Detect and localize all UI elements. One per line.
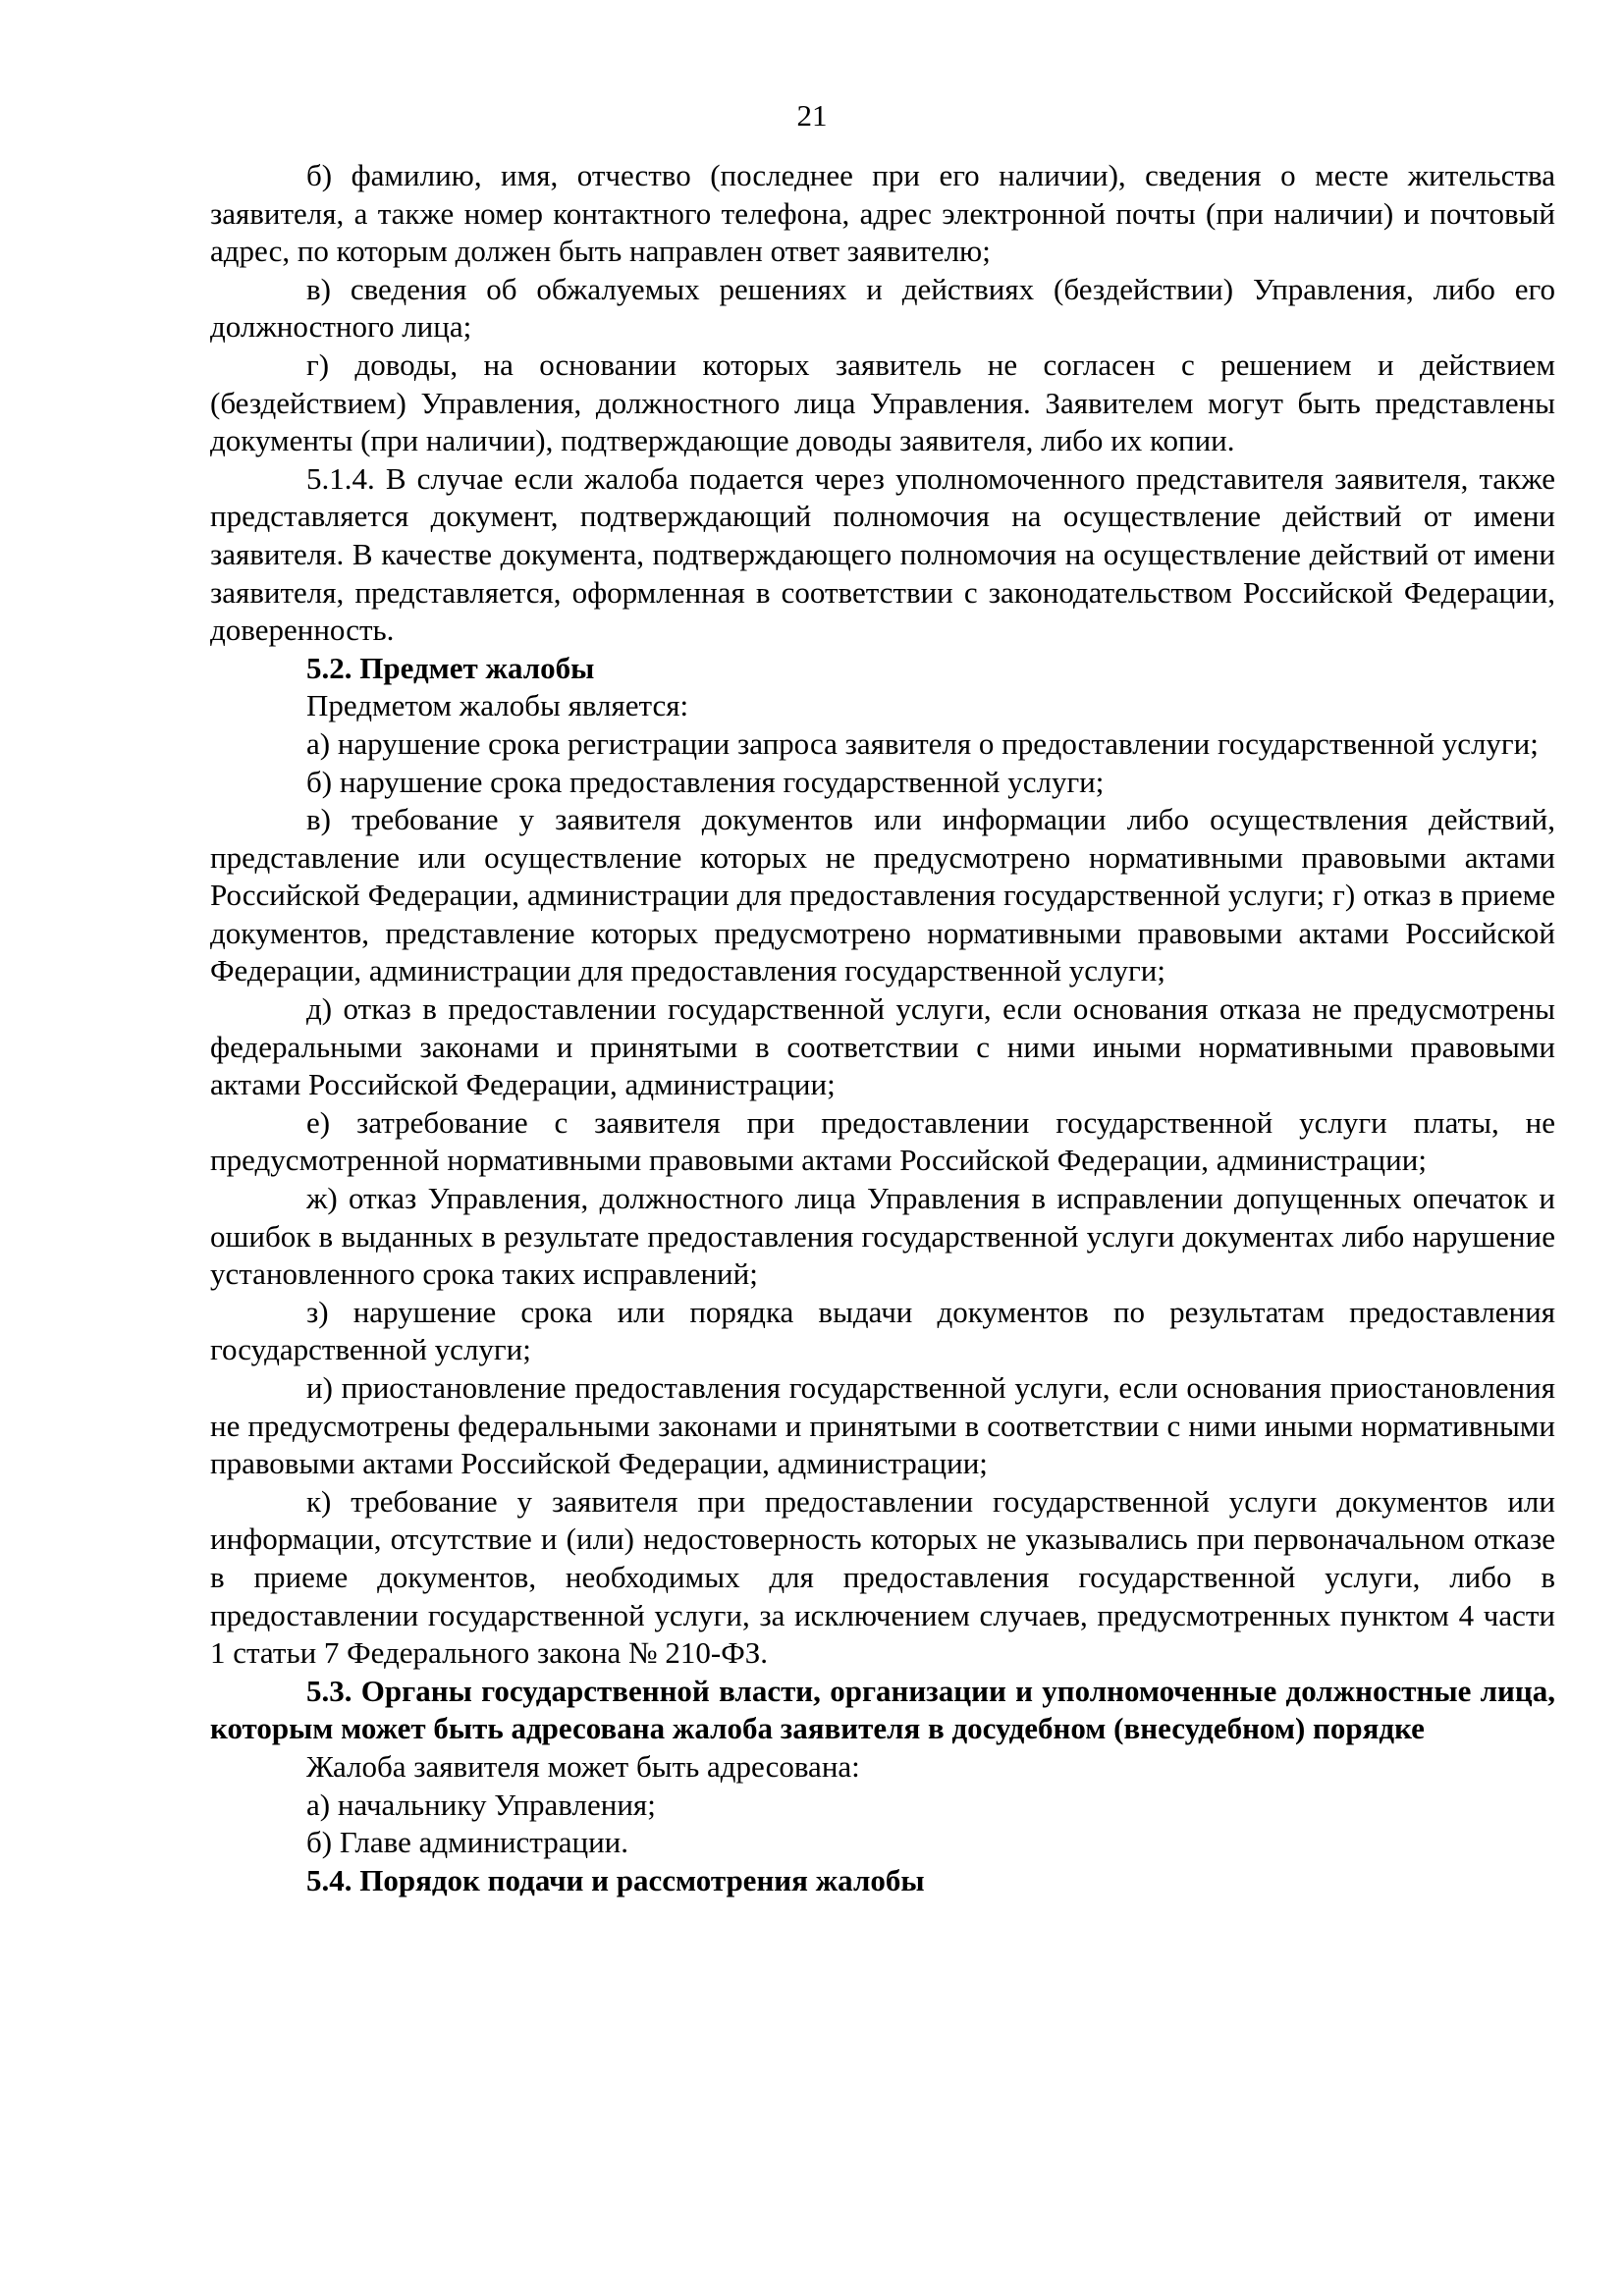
paragraph: Предметом жалобы является: [306, 688, 689, 723]
document-body [210, 157, 1555, 1899]
paragraph: Жалоба заявителя может быть адресована: [306, 1748, 860, 1784]
section-heading: 5.2. Предмет жалобы [306, 650, 595, 685]
paragraph: б) нарушение срока предоставления государственной услуги; [306, 764, 1105, 799]
paragraph: б) фамилию, имя, отчество (последнее при его наличии), сведения о месте жительства заявителя, а также номер контактного телефона, адрес электронной почты (при наличии) и почтовый адрес, по которым должен быть направлен ответ заявителю; [210, 158, 1555, 269]
paragraph: з) нарушение срока или порядка выдачи документов по результатам предоставления государственной услуги; [210, 1294, 1555, 1367]
paragraph: а) нарушение срока регистрации запроса заявителя о предоставлении государственной услуги; [306, 725, 1539, 761]
paragraph: г) доводы, на основании которых заявитель не согласен с решением и действием (бездействием) Управления, должностного лица Управления. Заявителем могут быть представлены документы (при наличии), подтверждающие доводы заявителя, либо их копии. [210, 347, 1555, 458]
paragraph: ж) отказ Управления, должностного лица Управления в исправлении допущенных опечаток и ошибок в выданных в результате предоставления государственной услуги документах либо нарушение установленного срока таких исправлений; [210, 1181, 1555, 1292]
paragraph: б) Главе администрации. [306, 1825, 629, 1860]
paragraph: 5.1.4. В случае если жалоба подается через уполномоченного представителя заявителя, также представляется документ, подтверждающий полномочия на осуществление действий от имени заявителя. В качестве документа, подтверждающего полномочия на осуществление действий от имени заявителя, представляется, оформленная в соответствии с законодательством Российской Федерации, доверенность. [210, 460, 1555, 648]
section-heading: 5.4. Порядок подачи и рассмотрения жалобы [306, 1862, 925, 1897]
paragraph: д) отказ в предоставлении государственной услуги, если основания отказа не предусмотрены федеральными законами и принятыми в соответствии с ними иными нормативными правовыми актами Российской Федерации, администрации; [210, 991, 1555, 1102]
paragraph: а) начальнику Управления; [306, 1787, 656, 1822]
paragraph: е) затребование с заявителя при предоставлении государственной услуги платы, не предусмотренной нормативными правовыми актами Российской Федерации, администрации; [210, 1104, 1555, 1178]
section-heading: 5.3. Органы государственной власти, организации и уполномоченные должностные лица, которым может быть адресована жалоба заявителя в досудебном (внесудебном) порядке [210, 1673, 1555, 1746]
paragraph: и) приостановление предоставления государственной услуги, если основания приостановления не предусмотрены федеральными законами и принятыми в соответствии с ними иными нормативными правовыми актами Российской Федерации, администрации; [210, 1370, 1555, 1481]
page-number: 21 [796, 98, 828, 133]
paragraph: к) требование у заявителя при предоставлении государственной услуги документов или информации, отсутствие и (или) недостоверность которых не указывались при первоначальном отказе в приеме документов, необходимых для предоставления государственной услуги, либо в предоставлении государственной услуги, за исключением случаев, предусмотренных пунктом 4 части 1 статьи 7 Федерального закона № 210-ФЗ. [210, 1483, 1555, 1671]
paragraph: в) требование у заявителя документов или информации либо осуществления действий, представление или осуществление которых не предусмотрено нормативными правовыми актами Российской Федерации, администрации для предоставления государственной услуги; г) отказ в приеме документов, представление которых предусмотрено нормативными правовыми актами Российской Федерации, администрации для предоставления государственной услуги; [210, 802, 1555, 988]
paragraph: в) сведения об обжалуемых решениях и действиях (бездействии) Управления, либо его должностного лица; [210, 271, 1555, 345]
